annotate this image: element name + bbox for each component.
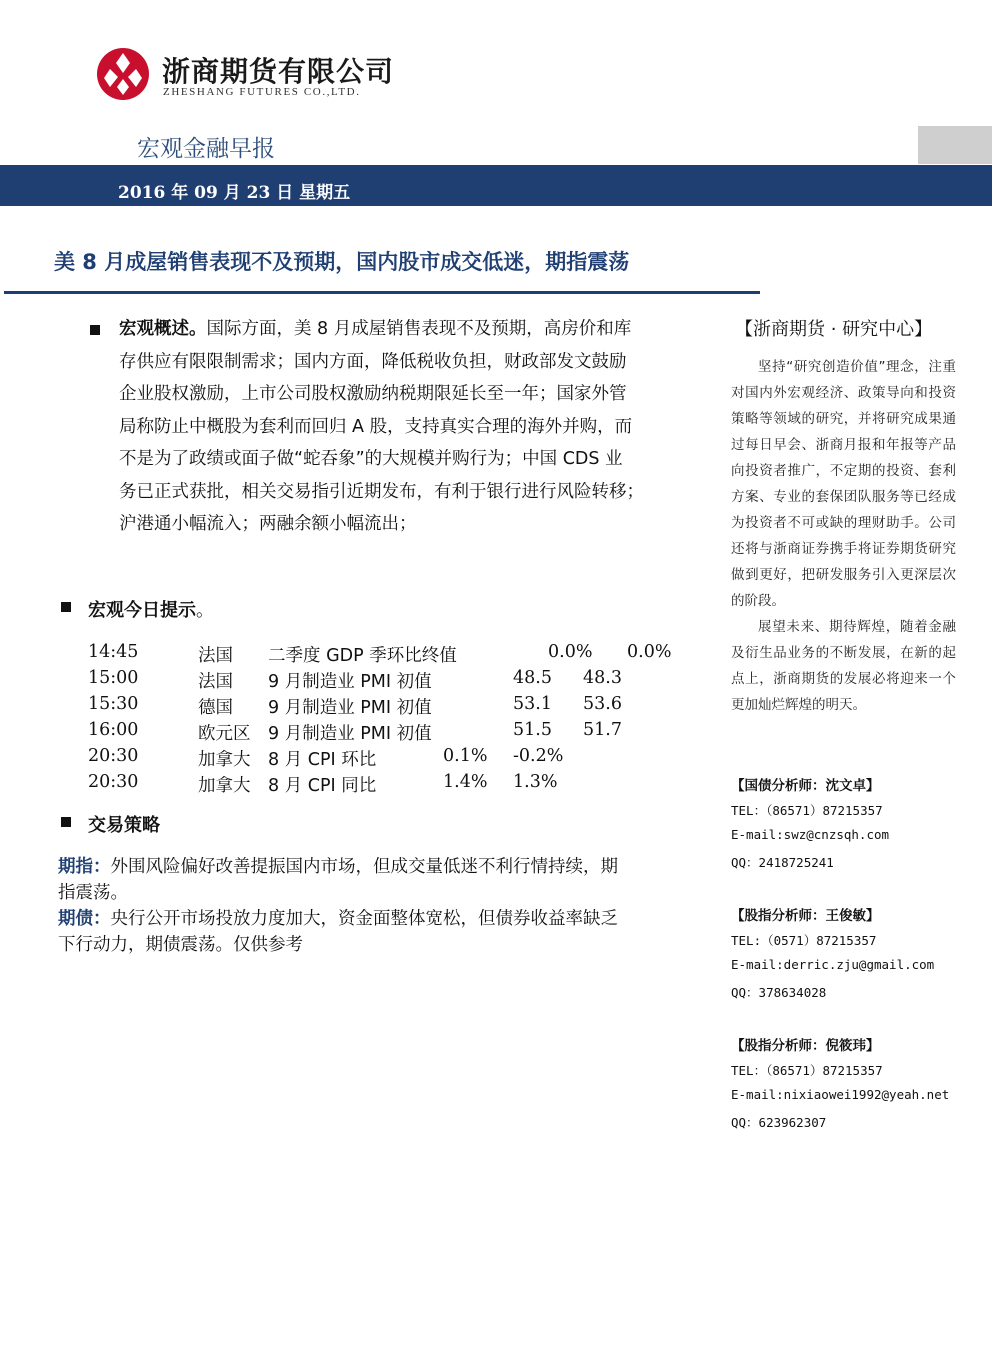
sidebar-outlook: 展望未来、期待辉煌，随着金融及衍生品业务的不断发展，在新的起点上，浙商期货的发展必将迎来一个更加灿烂辉煌的明天。 [731,619,956,713]
strategy-bond-label: 期债： [58,909,111,929]
overview-line: 宏观概述。国际方面，美 8 月成屋销售表现不及预期，高房价和库 [119,319,632,339]
overview-line: 务已正式获批，相关交易指引近期发布，有利于银行进行风险转移； [119,481,644,502]
event-name: 9 月制造业 PMI 初值 [268,724,432,744]
analyst-qq: QQ：623962307 [731,1115,827,1130]
event-time: 20:30 [88,746,139,766]
strategy-bond: 期债：央行公开市场投放力度加大，资金面整体宽松，但债券收益率缺乏 下行动力，期债震荡。仅供参考 [58,909,618,955]
analyst-tel: TEL：（86571）87215357 [731,803,883,818]
event-value-b: -0.2% [513,746,564,766]
analyst-tel: TEL：（86571）87215357 [731,1063,883,1078]
overview-line: 沪港通小幅流入；两融余额小幅流出； [119,514,417,534]
event-region: 法国 [198,672,233,692]
sidebar-title: 【浙商期货 · 研究中心】 [735,319,933,340]
event-value-a: 1.4% [443,772,488,792]
event-region: 欧元区 [198,724,251,744]
event-value-a: 53.1 [513,694,552,714]
overview-line: 存供应有限限制需求；国内方面，降低税收负担，财政部发文鼓励 [119,351,627,372]
event-value-b: 53.6 [583,694,622,714]
macro-overview [119,313,707,541]
event-region: 德国 [198,698,233,718]
brand-name-en: ZHESHANG FUTURES CO.,LTD. [163,86,361,98]
event-time: 14:45 [88,642,139,662]
event-time: 15:00 [88,668,139,688]
event-value-b: 48.3 [583,668,622,688]
report-type: 宏观金融早报 [137,136,275,162]
report-date: 2016 年 09 月 23 日 星期五 [118,183,351,203]
analyst-name: 【国债分析师：沈文卓】 [731,778,880,794]
event-region: 加拿大 [198,750,251,770]
calendar-title: 宏观今日提示。 [88,600,214,621]
analyst-email[interactable]: E-mail:swz@cnzsqh.com [731,827,890,842]
analyst-email[interactable]: E-mail:derric.zju@gmail.com [731,957,935,972]
event-name: 8 月 CPI 同比 [268,776,377,796]
analyst-email[interactable]: E-mail:nixiaowei1992@yeah.net [731,1087,950,1102]
sidebar-intro: 坚持“研究创造价值”理念，注重对国内外宏观经济、政策导向和投资策略等领域的研究，并将研究成果通过每日早会、浙商月报和年报等产品向投资者推广，不定期的投资、套利方案、专业的套保团队服务等已经成为投资者不可或缺的理财助手。公司还将与浙商证券携手将证券期货研究做到更好，把研发服务引入更深层次的阶段。 [731,359,956,609]
event-value-b: 1.3% [513,772,558,792]
overview-line: 局称防止中概股为套利而回归 A 股，支持真实合理的海外并购，而 [119,416,633,437]
bullet-square-icon [61,817,71,827]
analyst-name: 【股指分析师：倪筱玮】 [731,1038,880,1054]
event-region: 法国 [198,646,233,666]
analyst-qq: QQ：378634028 [731,985,827,1000]
event-name: 9 月制造业 PMI 初值 [268,672,432,692]
brand-name-cn: 浙商期货有限公司 [162,55,395,88]
event-value-b: 0.0% [627,642,672,662]
event-value-a: 0.1% [443,746,488,766]
event-name: 9 月制造业 PMI 初值 [268,698,432,718]
overview-line: 不是为了政绩或面子做“蛇吞象”的大规模并购行为；中国 CDS 业 [119,449,623,469]
event-name: 二季度 GDP 季环比终值 [268,646,457,666]
overview-line: 企业股权激励，上市公司股权激励纳税期限延长至一年；国家外管 [119,384,627,404]
bullet-square-icon [61,602,71,612]
event-value-a: 51.5 [513,720,552,740]
strategy-index-label: 期指： [58,857,111,877]
event-value-a: 0.0% [548,642,593,662]
analyst-tel: TEL:（0571）87215357 [731,933,877,948]
strategy-title: 交易策略 [88,815,160,836]
headline-divider [4,291,760,294]
event-value-b: 51.7 [583,720,622,740]
bullet-square-icon [90,325,100,335]
company-logo-icon [96,47,150,101]
event-time: 20:30 [88,772,139,792]
analyst-name: 【股指分析师：王俊敏】 [731,908,880,924]
overview-lead: 宏观概述。 [119,319,207,339]
analyst-qq: QQ：2418725241 [731,855,834,870]
header-gray-tab [918,126,992,164]
event-region: 加拿大 [198,776,251,796]
event-name: 8 月 CPI 环比 [268,750,377,770]
event-value-a: 48.5 [513,668,552,688]
event-time: 15:30 [88,694,139,714]
event-time: 16:00 [88,720,139,740]
headline: 美 8 月成屋销售表现不及预期，国内股市成交低迷，期指震荡 [54,250,630,274]
strategy-index: 期指：外围风险偏好改善提振国内市场，但成交量低迷不利行情持续，期 指震荡。 [58,857,618,903]
